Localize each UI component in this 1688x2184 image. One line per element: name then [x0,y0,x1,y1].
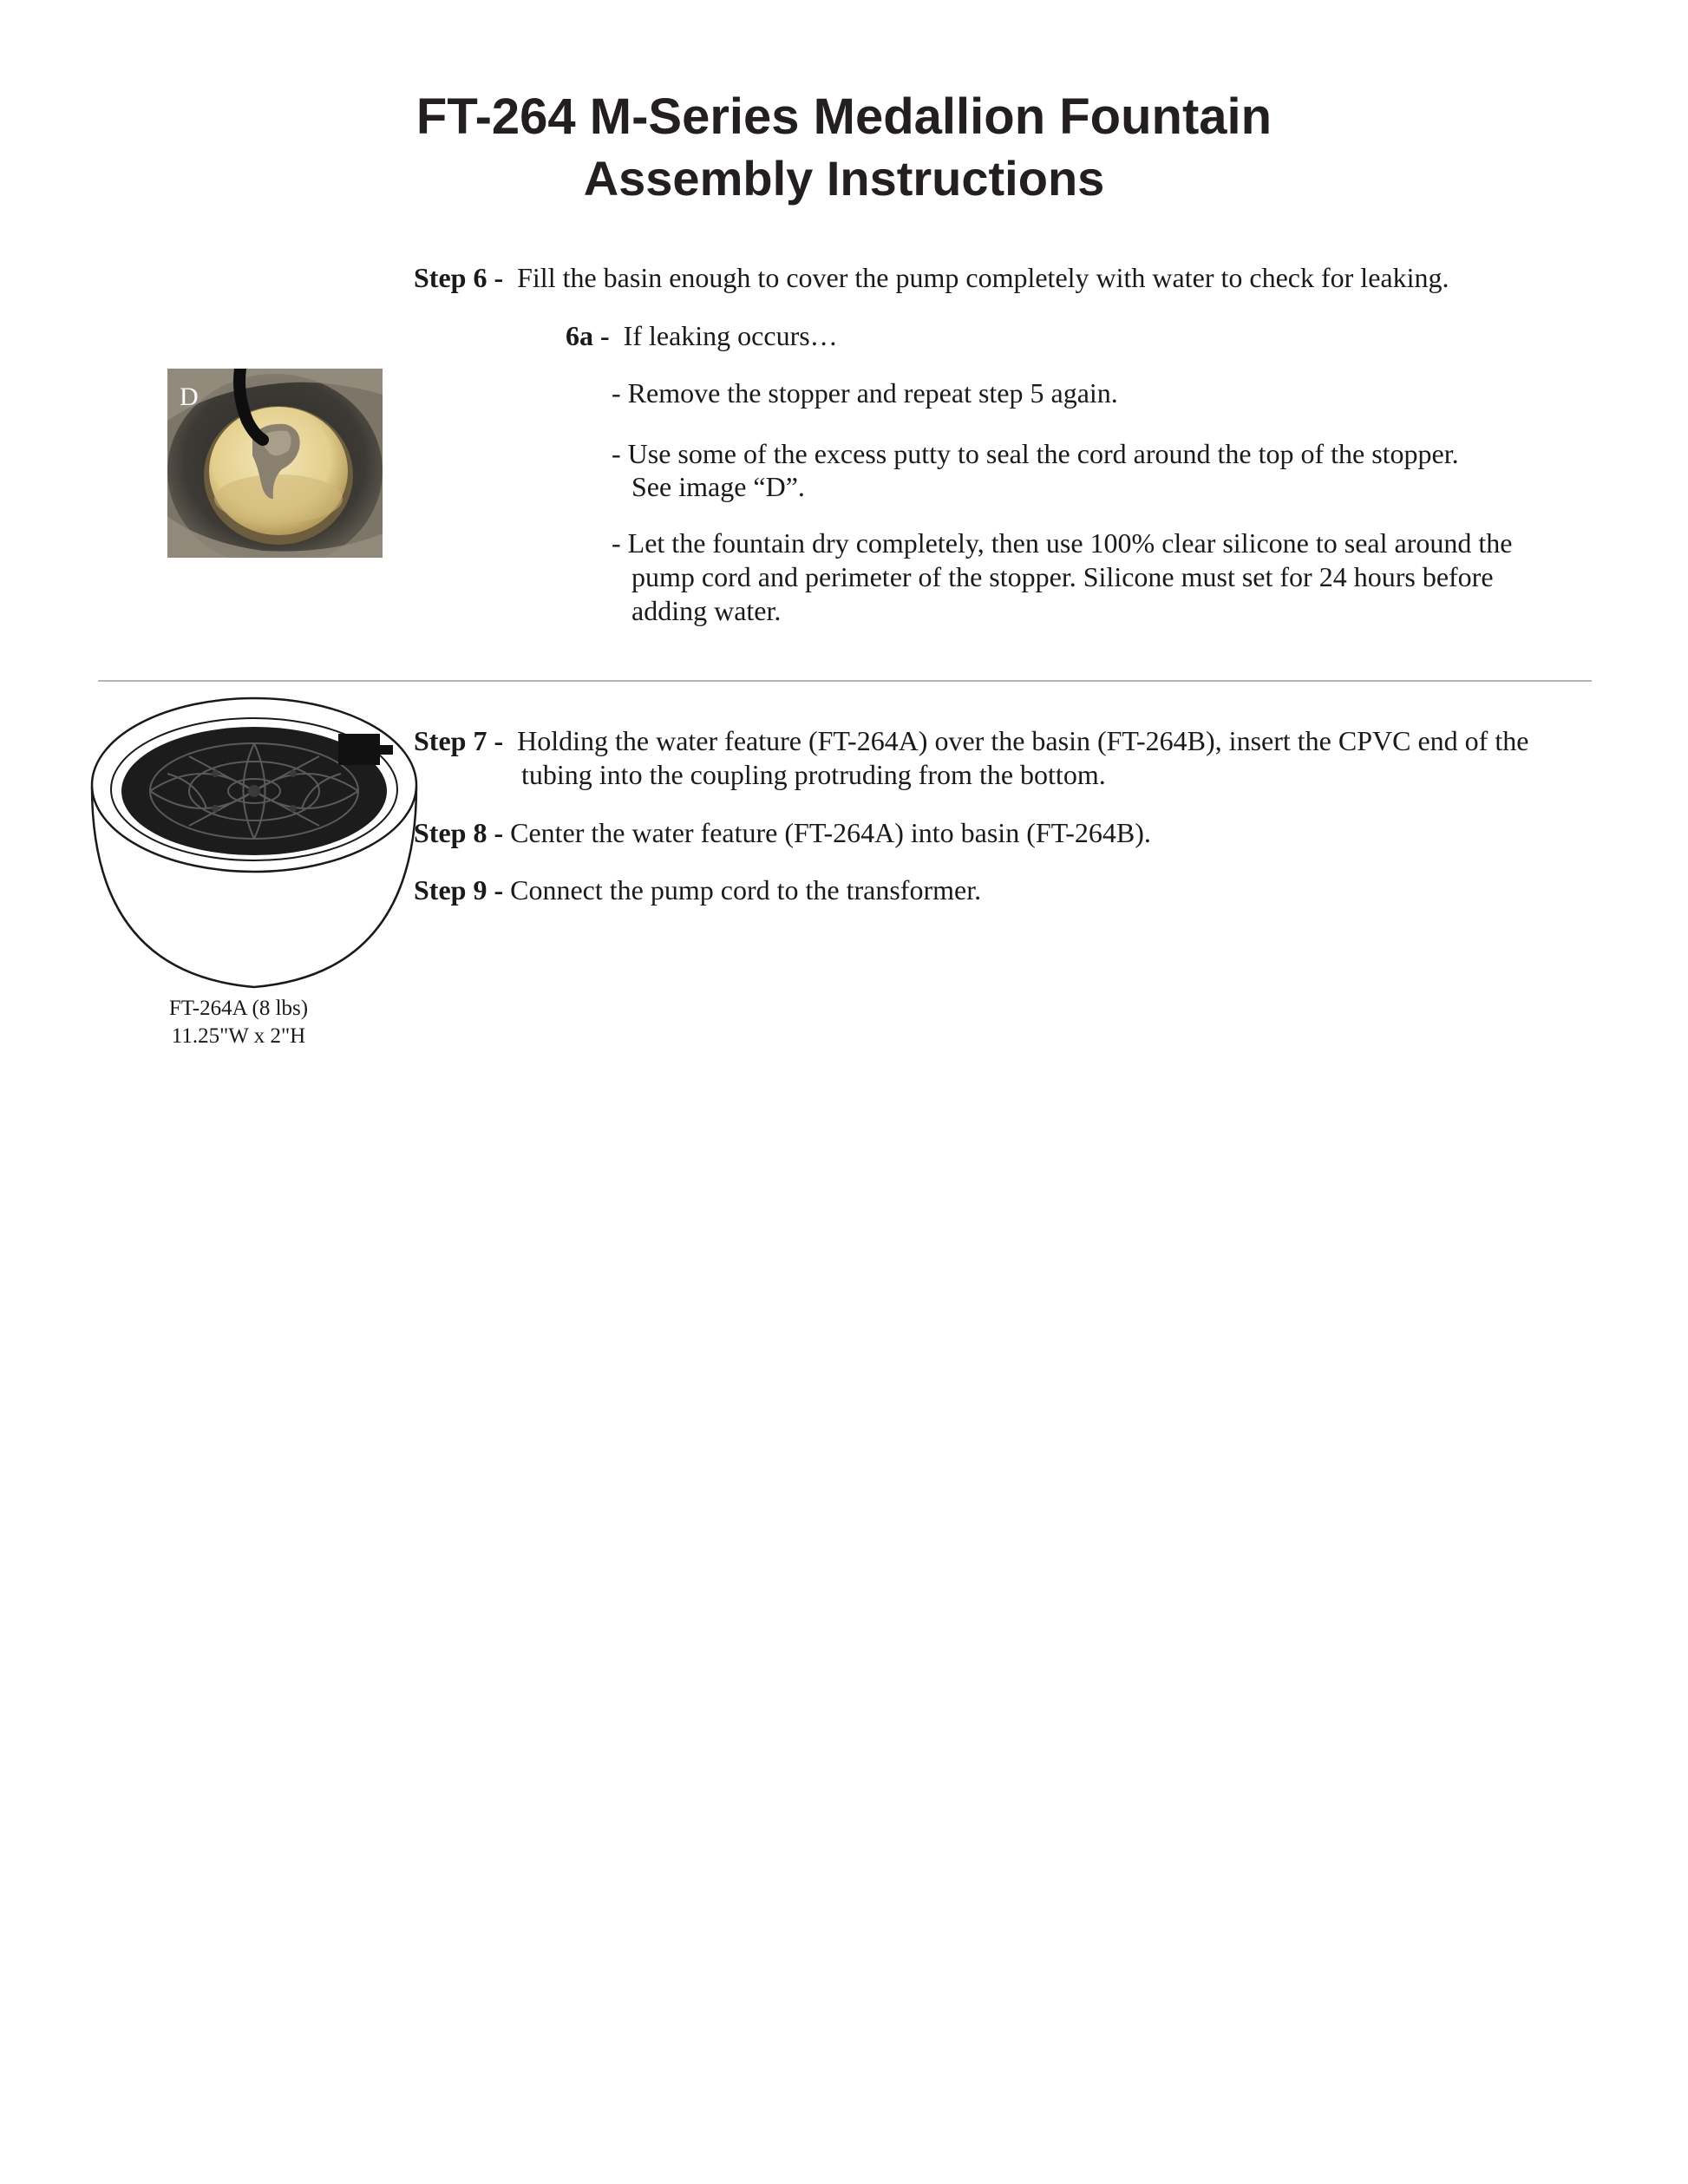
step-6-text: Fill the basin enough to cover the pump completely with water to check for leaking. [517,262,1449,293]
product-caption-dimensions: 11.25"W x 2"H [171,1024,306,1048]
bullet-silicone: - Let the fountain dry completely, then use 100% clear silicone to seal around the [612,527,1513,559]
bullet-silicone-cont-2: adding water. [631,595,782,626]
bullet-seal-cord-cont: See image “D”. [631,471,805,502]
step-8 [414,815,1151,850]
step-7-text-line2: tubing into the coupling protruding from the bottom. [521,759,1106,790]
bullet-remove-stopper: - Remove the stopper and repeat step 5 again. [612,377,1118,409]
stopper-photo-d [167,369,383,558]
step-6-label: Step 6 - [414,262,504,293]
step-7-text-line1: Holding the water feature (FT-264A) over the basin (FT-264B), insert the CPVC end of the [517,725,1529,756]
section-divider [98,680,1592,682]
step-6a-text: If leaking occurs… [623,320,838,351]
step-6a [566,318,838,353]
photo-d-label: D [180,383,199,411]
step-9 [414,873,981,907]
bullet-silicone-cont-1: pump cord and perimeter of the stopper. Silicone must set for 24 hours before [631,561,1494,592]
step-7 [414,723,1528,758]
document-subtitle: Assembly Instructions [583,151,1105,206]
step-9-text: Connect the pump cord to the transformer. [510,874,982,906]
step-7-label: Step 7 - [414,725,504,756]
bullet-seal-cord: - Use some of the excess putty to seal the cord around the top of the stopper. [612,438,1459,469]
step-6 [414,260,1449,295]
fountain-bowl-illustration [85,696,423,992]
step-8-text: Center the water feature (FT-264A) into basin (FT-264B). [510,817,1151,848]
step-6a-label: 6a - [566,320,610,351]
product-caption-weight: FT-264A (8 lbs) [168,997,309,1020]
step-8-label: Step 8 - [414,817,504,848]
document-title: FT-264 M-Series Medallion Fountain [415,88,1273,145]
step-9-label: Step 9 - [414,874,504,906]
